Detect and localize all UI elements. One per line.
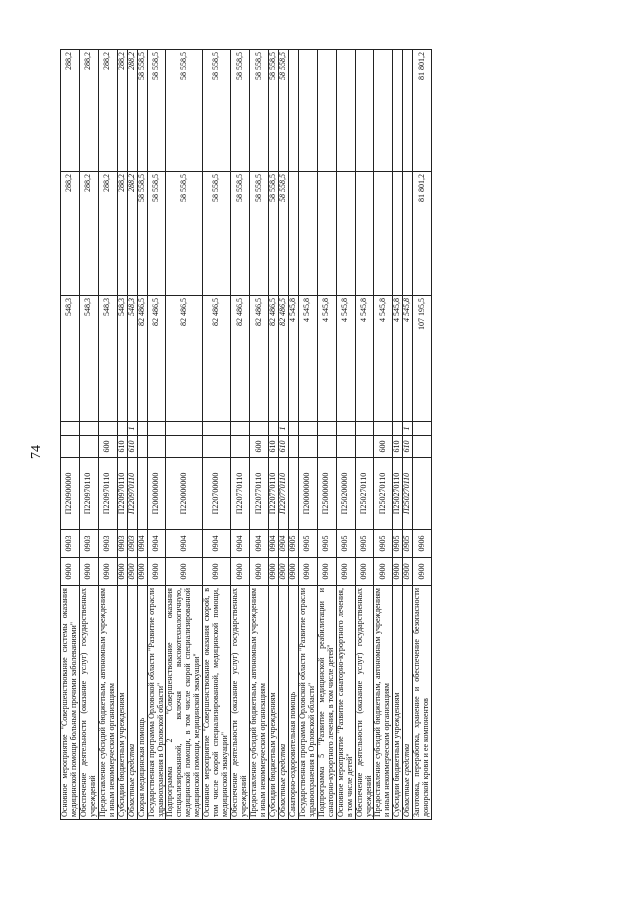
amount-year1-cell: 82 486,5: [250, 296, 269, 422]
row-name-cell: Субсидии бюджетным учреждениям: [268, 586, 278, 820]
row-name-cell: Субсидии бюджетным учреждениям: [393, 586, 403, 820]
expense-type-cell: [413, 436, 432, 458]
expense-type-cell: [79, 436, 98, 458]
funding-source-cell: [147, 422, 166, 436]
amount-year2-cell: 58 558,5: [166, 172, 203, 296]
amount-year1-cell: 107 195,5: [413, 296, 432, 422]
amount-year1-cell: 82 486,5: [203, 296, 231, 422]
department-code-cell: 0900: [413, 558, 432, 586]
section-code-cell: 0905: [374, 530, 393, 558]
section-code-cell: 0904: [268, 530, 278, 558]
expense-type-cell: 610: [403, 436, 413, 458]
amount-year3-cell: 58 558,5: [278, 50, 288, 172]
row-name-cell: Областные средства: [403, 586, 413, 820]
funding-source-cell: [336, 422, 355, 436]
department-code-cell: 0900: [231, 558, 250, 586]
target-article-cell: П250000000: [317, 458, 336, 530]
row-name-cell: Областные средства: [127, 586, 137, 820]
section-code-cell: 0906: [413, 530, 432, 558]
funding-source-cell: 1: [278, 422, 288, 436]
amount-year2-cell: [403, 172, 413, 296]
department-code-cell: 0900: [355, 558, 374, 586]
row-name-cell: Обеспечение деятельности (оказание услуг) государственных учреждений: [79, 586, 98, 820]
table-row: [203, 50, 231, 820]
row-name-cell: Обеспечение деятельности (оказание услуг) государственных учреждений: [231, 586, 250, 820]
amount-year1-cell: 4 545,8: [393, 296, 403, 422]
expense-type-cell: 610: [393, 436, 403, 458]
department-code-cell: 0900: [61, 558, 80, 586]
table-row: [147, 50, 166, 820]
expense-type-cell: 610: [268, 436, 278, 458]
target-article-cell: П220770110: [250, 458, 269, 530]
target-article-cell: П200000000: [298, 458, 317, 530]
target-article-cell: П220970110: [117, 458, 127, 530]
department-code-cell: 0900: [374, 558, 393, 586]
table-row: [166, 50, 203, 820]
amount-year3-cell: 58 558,5: [147, 50, 166, 172]
amount-year3-cell: 288,2: [79, 50, 98, 172]
row-name-cell: Субсидии бюджетным учреждениям: [117, 586, 127, 820]
section-code-cell: 0903: [127, 530, 137, 558]
funding-source-cell: [288, 422, 298, 436]
row-name-cell: Областные средства: [278, 586, 288, 820]
department-code-cell: 0900: [336, 558, 355, 586]
row-name-cell: Обеспечение деятельности (оказание услуг) государственных учреждений: [355, 586, 374, 820]
target-article-cell: П220970110: [127, 458, 137, 530]
target-article-cell: П200000000: [147, 458, 166, 530]
funding-source-cell: [393, 422, 403, 436]
target-article-cell: П250270110: [374, 458, 393, 530]
expense-type-cell: 600: [374, 436, 393, 458]
amount-year3-cell: 58 558,5: [166, 50, 203, 172]
amount-year1-cell: 548,3: [98, 296, 117, 422]
amount-year1-cell: 4 545,8: [403, 296, 413, 422]
department-code-cell: 0900: [393, 558, 403, 586]
expense-type-cell: [166, 436, 203, 458]
target-article-cell: [413, 458, 432, 530]
row-name-cell: Государственная программа Орловской области "Развитие отрасли здравоохранения в Орловской области": [147, 586, 166, 820]
amount-year1-cell: 4 545,8: [317, 296, 336, 422]
rotated-page-content: [60, 50, 432, 820]
expense-type-cell: [336, 436, 355, 458]
amount-year2-cell: 58 558,5: [137, 172, 147, 296]
funding-source-cell: [61, 422, 80, 436]
expense-type-cell: 610: [127, 436, 137, 458]
budget-table: [60, 49, 432, 820]
row-name-cell: Предоставление субсидий бюджетным, автономным учреждениям и иным некоммерческим организациям: [374, 586, 393, 820]
table-row: [413, 50, 432, 820]
amount-year1-cell: 82 486,5: [147, 296, 166, 422]
expense-type-cell: [137, 436, 147, 458]
funding-source-cell: [98, 422, 117, 436]
row-name-cell: Основное мероприятие "Совершенствование оказания скорой, в том числе скорой специализированной, медицинской помощи, медицинской эвакуации": [203, 586, 231, 820]
funding-source-cell: 1: [403, 422, 413, 436]
department-code-cell: 0900: [137, 558, 147, 586]
amount-year1-cell: 4 545,8: [288, 296, 298, 422]
amount-year3-cell: [403, 50, 413, 172]
amount-year3-cell: [298, 50, 317, 172]
amount-year2-cell: 58 558,5: [250, 172, 269, 296]
amount-year3-cell: 288,2: [117, 50, 127, 172]
amount-year3-cell: 81 801,2: [413, 50, 432, 172]
target-article-cell: П220970110: [79, 458, 98, 530]
row-name-cell: Подпрограмма 2 "Совершенствование оказания специализированной, включая высокотехнологичную, медицинской помощи, в том числе скорой специализированной медицинской помощи, медицинской эвакуации": [166, 586, 203, 820]
amount-year1-cell: 548,3: [127, 296, 137, 422]
department-code-cell: 0900: [298, 558, 317, 586]
target-article-cell: П220770110: [231, 458, 250, 530]
target-article-cell: П220770110: [268, 458, 278, 530]
row-name-cell: Предоставление субсидий бюджетным, автономным учреждениям и иным некоммерческим организациям: [98, 586, 117, 820]
amount-year3-cell: 58 558,5: [231, 50, 250, 172]
expense-type-cell: [147, 436, 166, 458]
section-code-cell: 0905: [288, 530, 298, 558]
amount-year3-cell: 58 558,5: [137, 50, 147, 172]
amount-year2-cell: 288,2: [61, 172, 80, 296]
amount-year2-cell: 58 558,5: [268, 172, 278, 296]
table-row: [117, 50, 127, 820]
amount-year1-cell: 82 486,5: [278, 296, 288, 422]
table-row: [393, 50, 403, 820]
section-code-cell: 0904: [147, 530, 166, 558]
section-code-cell: 0903: [117, 530, 127, 558]
target-article-cell: П250270110: [393, 458, 403, 530]
amount-year3-cell: [288, 50, 298, 172]
amount-year1-cell: 82 486,5: [231, 296, 250, 422]
funding-source-cell: [355, 422, 374, 436]
table-row: [355, 50, 374, 820]
amount-year3-cell: 58 558,5: [250, 50, 269, 172]
amount-year3-cell: 288,2: [127, 50, 137, 172]
funding-source-cell: [79, 422, 98, 436]
section-code-cell: 0904: [278, 530, 288, 558]
table-row: [403, 50, 413, 820]
table-row: [336, 50, 355, 820]
row-name-cell: Санаторно-оздоровительная помощь: [288, 586, 298, 820]
expense-type-cell: [231, 436, 250, 458]
amount-year2-cell: 288,2: [127, 172, 137, 296]
amount-year1-cell: 4 545,8: [336, 296, 355, 422]
table-row: [137, 50, 147, 820]
amount-year2-cell: [374, 172, 393, 296]
section-code-cell: 0904: [166, 530, 203, 558]
amount-year1-cell: 82 486,5: [166, 296, 203, 422]
section-code-cell: 0905: [355, 530, 374, 558]
section-code-cell: 0905: [317, 530, 336, 558]
expense-type-cell: [317, 436, 336, 458]
department-code-cell: 0900: [317, 558, 336, 586]
table-row: [79, 50, 98, 820]
table-row: [298, 50, 317, 820]
department-code-cell: 0900: [79, 558, 98, 586]
table-row: [317, 50, 336, 820]
funding-source-cell: [317, 422, 336, 436]
amount-year2-cell: 58 558,5: [147, 172, 166, 296]
target-article-cell: П220000000: [166, 458, 203, 530]
expense-type-cell: [288, 436, 298, 458]
amount-year3-cell: [374, 50, 393, 172]
table-row: [268, 50, 278, 820]
row-name-cell: Основное мероприятие "Совершенствование системы оказания медицинской помощи больным прочими заболеваниями": [61, 586, 80, 820]
expense-type-cell: [203, 436, 231, 458]
table-row: [250, 50, 269, 820]
funding-source-cell: 1: [127, 422, 137, 436]
amount-year3-cell: [336, 50, 355, 172]
funding-source-cell: [117, 422, 127, 436]
department-code-cell: 0900: [268, 558, 278, 586]
section-code-cell: 0905: [298, 530, 317, 558]
table-row: [374, 50, 393, 820]
amount-year2-cell: [317, 172, 336, 296]
page-number: 74: [29, 445, 44, 459]
amount-year2-cell: 288,2: [98, 172, 117, 296]
row-name-cell: Предоставление субсидий бюджетным, автономным учреждениям и иным некоммерческим организациям: [250, 586, 269, 820]
target-article-cell: П220900000: [61, 458, 80, 530]
funding-source-cell: [374, 422, 393, 436]
row-name-cell: Государственная программа Орловской области "Развитие отрасли здравоохранения в Орловской области": [298, 586, 317, 820]
row-name-cell: Подпрограмма 5 "Развитие медицинской реабилитации и санаторно-курортного лечения, в том числе детей": [317, 586, 336, 820]
amount-year1-cell: 82 486,5: [137, 296, 147, 422]
table-row: [127, 50, 137, 820]
amount-year3-cell: 288,2: [61, 50, 80, 172]
amount-year2-cell: 58 558,5: [203, 172, 231, 296]
table-row: [231, 50, 250, 820]
funding-source-cell: [268, 422, 278, 436]
funding-source-cell: [298, 422, 317, 436]
amount-year1-cell: 4 545,8: [298, 296, 317, 422]
funding-source-cell: [231, 422, 250, 436]
amount-year2-cell: 288,2: [79, 172, 98, 296]
department-code-cell: 0900: [403, 558, 413, 586]
amount-year2-cell: [336, 172, 355, 296]
section-code-cell: 0905: [403, 530, 413, 558]
target-article-cell: П250270110: [403, 458, 413, 530]
department-code-cell: 0900: [203, 558, 231, 586]
section-code-cell: 0903: [98, 530, 117, 558]
department-code-cell: 0900: [127, 558, 137, 586]
amount-year3-cell: [317, 50, 336, 172]
amount-year2-cell: [355, 172, 374, 296]
amount-year2-cell: [288, 172, 298, 296]
amount-year2-cell: [393, 172, 403, 296]
expense-type-cell: 610: [117, 436, 127, 458]
amount-year2-cell: 58 558,5: [278, 172, 288, 296]
amount-year3-cell: 58 558,5: [268, 50, 278, 172]
amount-year2-cell: 58 558,5: [231, 172, 250, 296]
amount-year1-cell: 548,3: [117, 296, 127, 422]
funding-source-cell: [203, 422, 231, 436]
budget-table-body: [61, 50, 432, 820]
amount-year3-cell: [355, 50, 374, 172]
section-code-cell: 0904: [137, 530, 147, 558]
amount-year1-cell: 548,3: [61, 296, 80, 422]
target-article-cell: П220770110: [278, 458, 288, 530]
section-code-cell: 0903: [61, 530, 80, 558]
amount-year3-cell: 58 558,5: [203, 50, 231, 172]
section-code-cell: 0903: [79, 530, 98, 558]
target-article-cell: П220970110: [98, 458, 117, 530]
row-name-cell: Скорая медицинская помощь: [137, 586, 147, 820]
amount-year1-cell: 548,3: [79, 296, 98, 422]
section-code-cell: 0904: [231, 530, 250, 558]
target-article-cell: П250200000: [336, 458, 355, 530]
funding-source-cell: [166, 422, 203, 436]
department-code-cell: 0900: [250, 558, 269, 586]
expense-type-cell: [355, 436, 374, 458]
amount-year3-cell: [393, 50, 403, 172]
expense-type-cell: [61, 436, 80, 458]
department-code-cell: 0900: [117, 558, 127, 586]
section-code-cell: 0904: [203, 530, 231, 558]
expense-type-cell: 600: [98, 436, 117, 458]
table-row: [98, 50, 117, 820]
expense-type-cell: [298, 436, 317, 458]
department-code-cell: 0900: [278, 558, 288, 586]
department-code-cell: 0900: [166, 558, 203, 586]
funding-source-cell: [137, 422, 147, 436]
amount-year2-cell: 81 801,2: [413, 172, 432, 296]
target-article-cell: [288, 458, 298, 530]
table-row: [278, 50, 288, 820]
department-code-cell: 0900: [288, 558, 298, 586]
department-code-cell: 0900: [98, 558, 117, 586]
row-name-cell: Основное мероприятие "Развитие санаторно-курортного лечения, в том числе детей": [336, 586, 355, 820]
target-article-cell: П250270110: [355, 458, 374, 530]
expense-type-cell: 610: [278, 436, 288, 458]
funding-source-cell: [250, 422, 269, 436]
expense-type-cell: 600: [250, 436, 269, 458]
funding-source-cell: [413, 422, 432, 436]
amount-year2-cell: [298, 172, 317, 296]
amount-year1-cell: 82 486,5: [268, 296, 278, 422]
row-name-cell: Заготовка, переработка, хранение и обеспечение безопасности донорской крови и ее компонентов: [413, 586, 432, 820]
department-code-cell: 0900: [147, 558, 166, 586]
amount-year2-cell: 288,2: [117, 172, 127, 296]
amount-year1-cell: 4 545,8: [355, 296, 374, 422]
target-article-cell: [137, 458, 147, 530]
target-article-cell: П220700000: [203, 458, 231, 530]
amount-year3-cell: 288,2: [98, 50, 117, 172]
section-code-cell: 0905: [336, 530, 355, 558]
table-row: [288, 50, 298, 820]
section-code-cell: 0904: [250, 530, 269, 558]
section-code-cell: 0905: [393, 530, 403, 558]
amount-year1-cell: 4 545,8: [374, 296, 393, 422]
table-row: [61, 50, 80, 820]
